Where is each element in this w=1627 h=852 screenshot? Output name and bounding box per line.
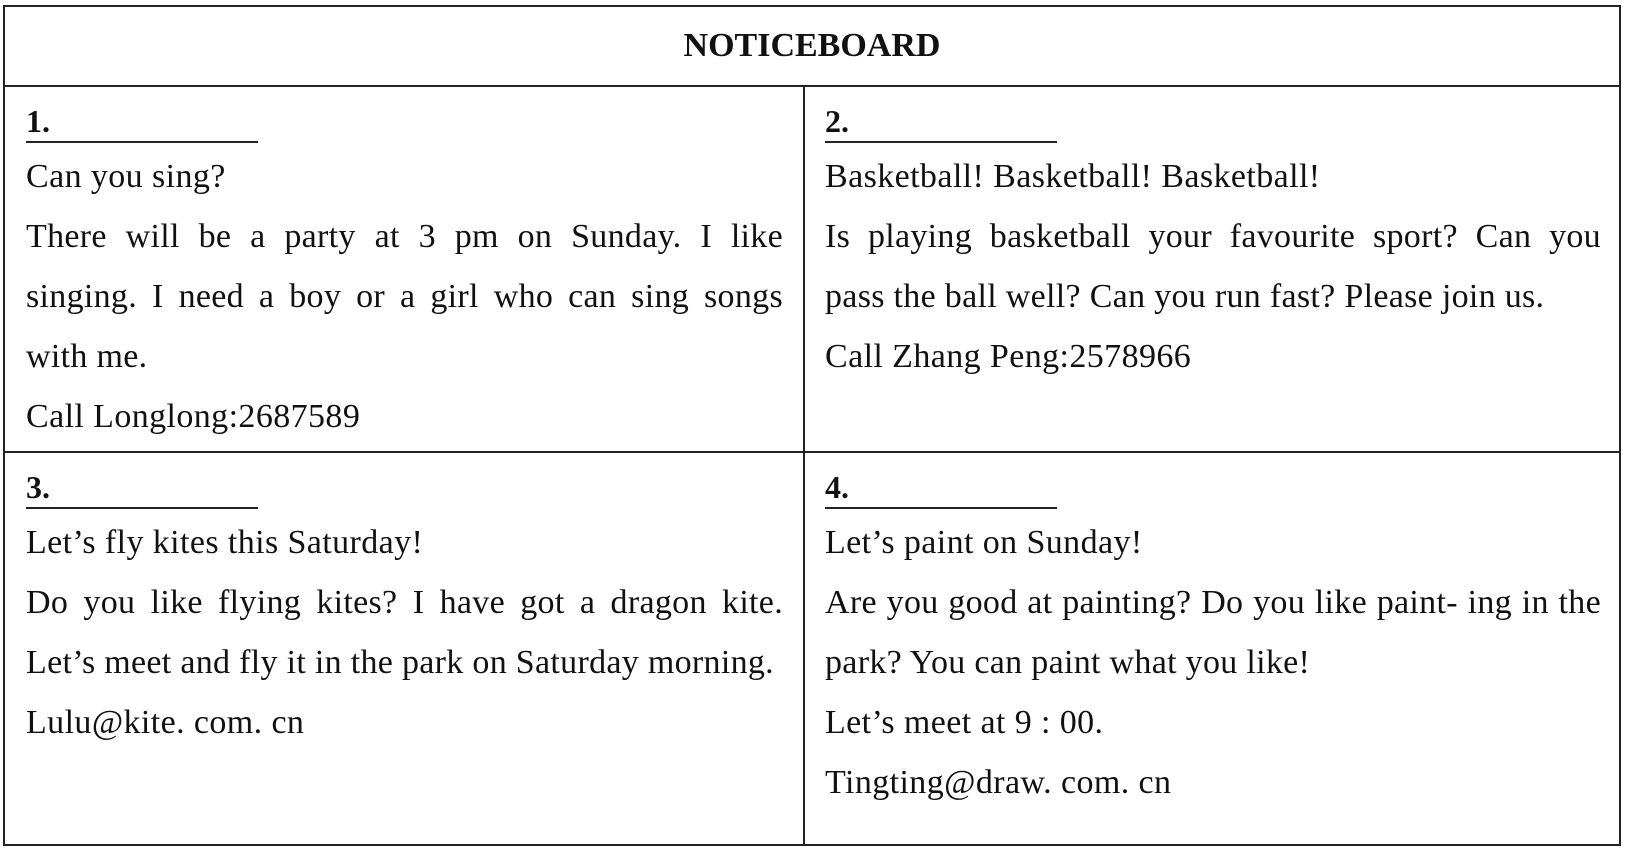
notice-1-contact: Call Longlong:2687589 <box>26 398 361 435</box>
noticeboard-header <box>5 7 1619 87</box>
notice-3-body: Do you like flying kites? I have got a dragon kite. Let’s meet and fly it in the park on Saturday morning. <box>26 584 783 681</box>
notice-3-number-line <box>26 467 783 513</box>
notice-4 <box>805 453 1619 844</box>
notice-3-answer-blank <box>26 507 258 509</box>
notice-4-number: 4. <box>825 469 849 505</box>
notice-4-answer-blank <box>825 507 1057 509</box>
notice-3-contact: Lulu@kite. com. cn <box>26 704 305 741</box>
notice-3-number: 3. <box>26 469 50 505</box>
notice-1-heading: Can you sing? <box>26 158 226 195</box>
notice-4-contact: Tingting@draw. com. cn <box>825 764 1172 801</box>
notice-1-answer-blank <box>26 141 258 143</box>
notice-2 <box>805 87 1619 453</box>
notice-2-answer-blank <box>825 141 1057 143</box>
notice-1-body: There will be a party at 3 pm on Sunday. I like singing. I need a boy or a girl who can sing songs with me. <box>26 218 783 375</box>
noticeboard-title: NOTICEBOARD <box>683 27 941 64</box>
notice-3 <box>5 453 805 844</box>
notice-1-number: 1. <box>26 103 50 139</box>
notice-1 <box>5 87 805 453</box>
notice-2-number-line <box>825 101 1601 147</box>
notice-4-body: Are you good at painting? Do you like paint- ing in the park? You can paint what you like! <box>825 584 1601 681</box>
notice-4-heading: Let’s paint on Sunday! <box>825 524 1143 561</box>
notice-2-number: 2. <box>825 103 849 139</box>
notice-1-number-line <box>26 101 783 147</box>
notice-2-heading: Basketball! Basketball! Basketball! <box>825 158 1321 195</box>
notice-2-body: Is playing basketball your favourite sport? Can you pass the ball well? Can you run fast? Please join us. <box>825 218 1601 315</box>
notice-4-number-line <box>825 467 1601 513</box>
notice-4-extra: Let’s meet at 9 : 00. <box>825 704 1104 741</box>
notice-grid <box>5 87 1619 844</box>
notice-2-contact: Call Zhang Peng:2578966 <box>825 338 1192 375</box>
notice-3-heading: Let’s fly kites this Saturday! <box>26 524 424 561</box>
noticeboard <box>3 5 1621 846</box>
